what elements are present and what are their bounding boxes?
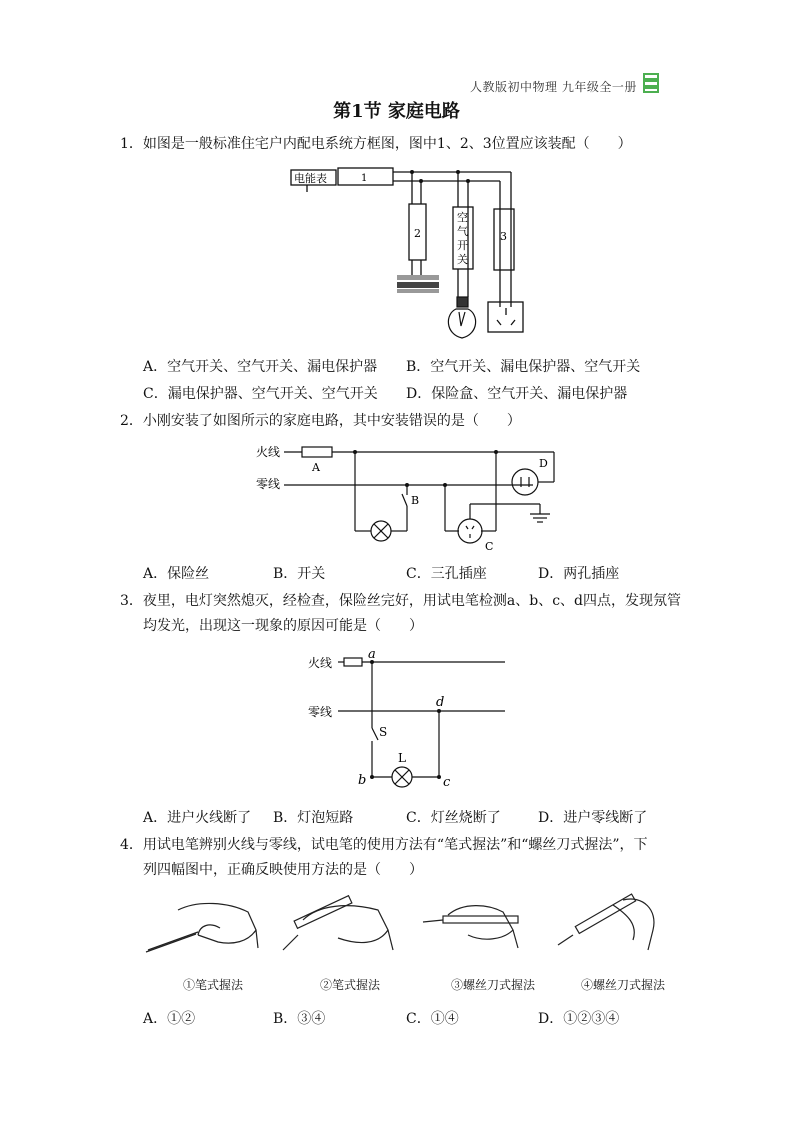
q4-option-b: B．③④ [273,1011,326,1027]
q4-hand-illustrations [138,890,678,970]
switch-label-b: B [411,494,420,507]
q1-option-a: A．空气开关、空气开关、漏电保护器 [143,359,378,375]
socket-label-d: D [539,457,548,470]
lamp-label-l: L [398,751,406,765]
appliance-icon [397,275,439,293]
q4-stem-line1: 4．用试电笔辨别火线与零线，试电笔的使用方法有“笔式握法”和“螺丝刀式握法”，下 [120,837,648,853]
q4-option-d: D．①②③④ [538,1011,620,1027]
q1-stem: 1．如图是一般标准住宅户内配电系统方框图，图中1、2、3位置应该装配（ ） [120,136,632,152]
neutral-wire-label: 零线 [308,705,333,719]
box-2-label: 2 [414,227,421,240]
q2-stem: 2．小刚安装了如图所示的家庭电路，其中安装错误的是（ ） [120,413,521,429]
q3-stem-line2: 均发光，出现这一现象的原因可能是（ ） [143,618,423,634]
header-text: 人教版初中物理 九年级全一册 [470,80,637,94]
hand-screwdriver-grip-1-icon [423,906,518,948]
q3-diagram [300,645,515,790]
q4-caption-1: ①笔式握法 [183,978,244,992]
air-switch-char-4: 关 [457,253,468,266]
hand-pen-grip-1-icon [146,903,258,952]
q2-option-d: D．两孔插座 [538,566,620,582]
q2-diagram [250,440,570,555]
q4-caption-4: ④螺丝刀式握法 [581,978,666,992]
switch-label-s: S [379,725,388,739]
point-c-label: c [443,775,451,790]
page-title: 第1节 家庭电路 [333,101,460,122]
live-wire-label: 火线 [308,656,333,670]
point-b-label: b [358,773,367,788]
q4-stem-line2: 列四幅图中，正确反映使用方法的是（ ） [143,862,423,878]
q1-option-c: C．漏电保护器、空气开关、空气开关 [143,386,378,402]
q2-option-a: A．保险丝 [143,566,210,582]
q4-option-a: A．①② [143,1011,196,1027]
neutral-wire-label: 零线 [256,477,281,491]
point-d-label: d [436,695,445,710]
hand-screwdriver-grip-2-icon [558,894,654,950]
q3-option-c: C．灯丝烧断了 [406,810,501,826]
socket-icon [488,302,523,332]
q4-option-c: C．①④ [406,1011,459,1027]
q4-caption-3: ③螺丝刀式握法 [451,978,536,992]
q1-option-d: D．保险盒、空气开关、漏电保护器 [406,386,628,402]
q2-option-b: B．开关 [273,566,326,582]
box-3-label: 3 [500,230,507,243]
air-switch-char-2: 气 [457,225,468,238]
q1-option-b: B．空气开关、漏电保护器、空气开关 [406,359,641,375]
live-wire-label: 火线 [256,445,281,459]
meter-label: 电能表 [294,172,327,185]
point-a-label: a [368,647,376,662]
socket-label-c: C [485,540,494,553]
q1-diagram [285,162,525,344]
fuse [344,658,362,666]
q3-option-b: B．灯泡短路 [273,810,354,826]
q4-caption-2: ②笔式握法 [320,978,381,992]
box-1-label: 1 [361,173,368,184]
q2-option-c: C．三孔插座 [406,566,487,582]
q3-stem-line1: 3．夜里，电灯突然熄灭，经检查，保险丝完好，用试电笔检测a、b、c、d四点，发现氖管 [120,593,682,609]
header-logo-icon [643,73,659,93]
fuse-label-a: A [312,461,320,474]
air-switch-char-1: 空 [457,211,468,224]
light-bulb-icon [448,297,475,338]
q3-option-a: A．进户火线断了 [143,810,252,826]
q3-option-d: D．进户零线断了 [538,810,648,826]
hand-pen-grip-2-icon [283,896,393,950]
air-switch-char-3: 开 [457,239,468,252]
fuse [302,447,332,457]
